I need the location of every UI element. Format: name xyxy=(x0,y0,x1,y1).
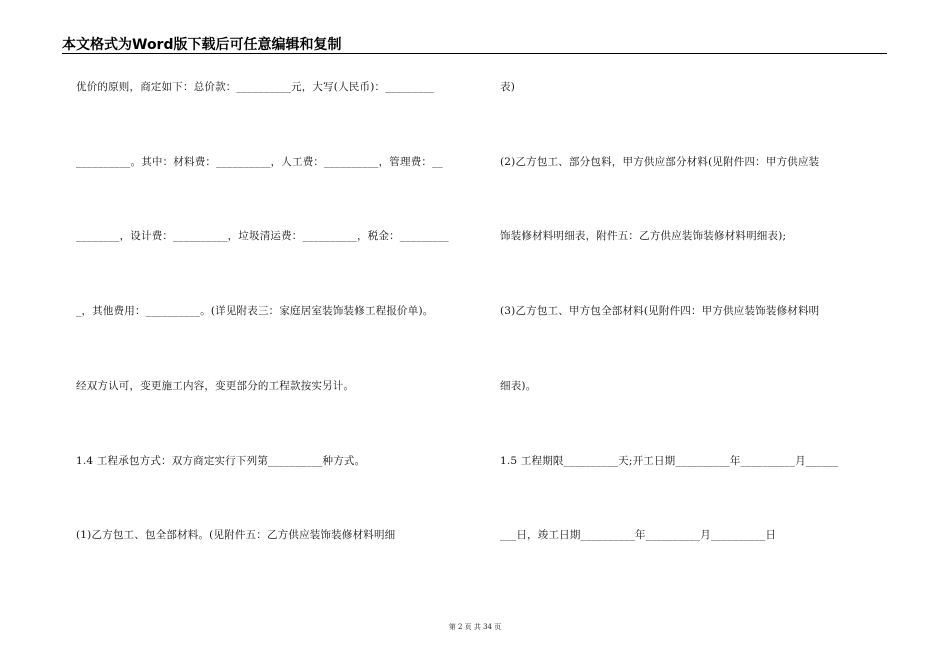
right-line-4: (3)乙方包工、甲方包全部材料(见附件四：甲方供应装饰装修材料明 xyxy=(500,305,820,317)
left-line-6: 1.4 工程承包方式：双方商定实行下列第__________种方式。 xyxy=(76,455,366,467)
right-line-5: 细表)。 xyxy=(500,380,537,392)
left-column xyxy=(76,0,476,672)
left-line-1: 优价的原则，商定如下：总价款：__________元，大写(人民币)：_________ xyxy=(76,81,435,93)
right-line-7: ___日，竣工日期__________年__________月__________日 xyxy=(500,529,777,541)
right-column xyxy=(500,0,890,672)
left-line-2: __________。其中：材料费：__________，人工费：__________，管理费：__ xyxy=(76,156,443,168)
document-header-title: 本文格式为Word版下载后可任意编辑和复制 xyxy=(62,37,342,53)
left-line-3: ________，设计费：__________，垃圾清运费：__________，税金：_________ xyxy=(76,230,449,242)
left-line-4: _，其他费用：__________。(详见附表三：家庭居室装饰装修工程报价单)。 xyxy=(76,305,434,317)
right-line-1: 表) xyxy=(500,81,515,93)
right-line-6: 1.5 工程期限__________天;开工日期__________年__________月______ xyxy=(500,455,839,467)
left-line-7: (1)乙方包工、包全部材料。(见附件五：乙方供应装饰装修材料明细 xyxy=(76,529,396,541)
right-line-2: (2)乙方包工、部分包料，甲方供应部分材料(见附件四：甲方供应装 xyxy=(500,156,820,168)
left-line-5: 经双方认可，变更施工内容，变更部分的工程款按实另计。 xyxy=(76,380,355,392)
right-line-3: 饰装修材料明细表，附件五：乙方供应装饰装修材料明细表); xyxy=(500,230,787,242)
page-number: 第 2 页 共 34 页 xyxy=(448,623,502,631)
